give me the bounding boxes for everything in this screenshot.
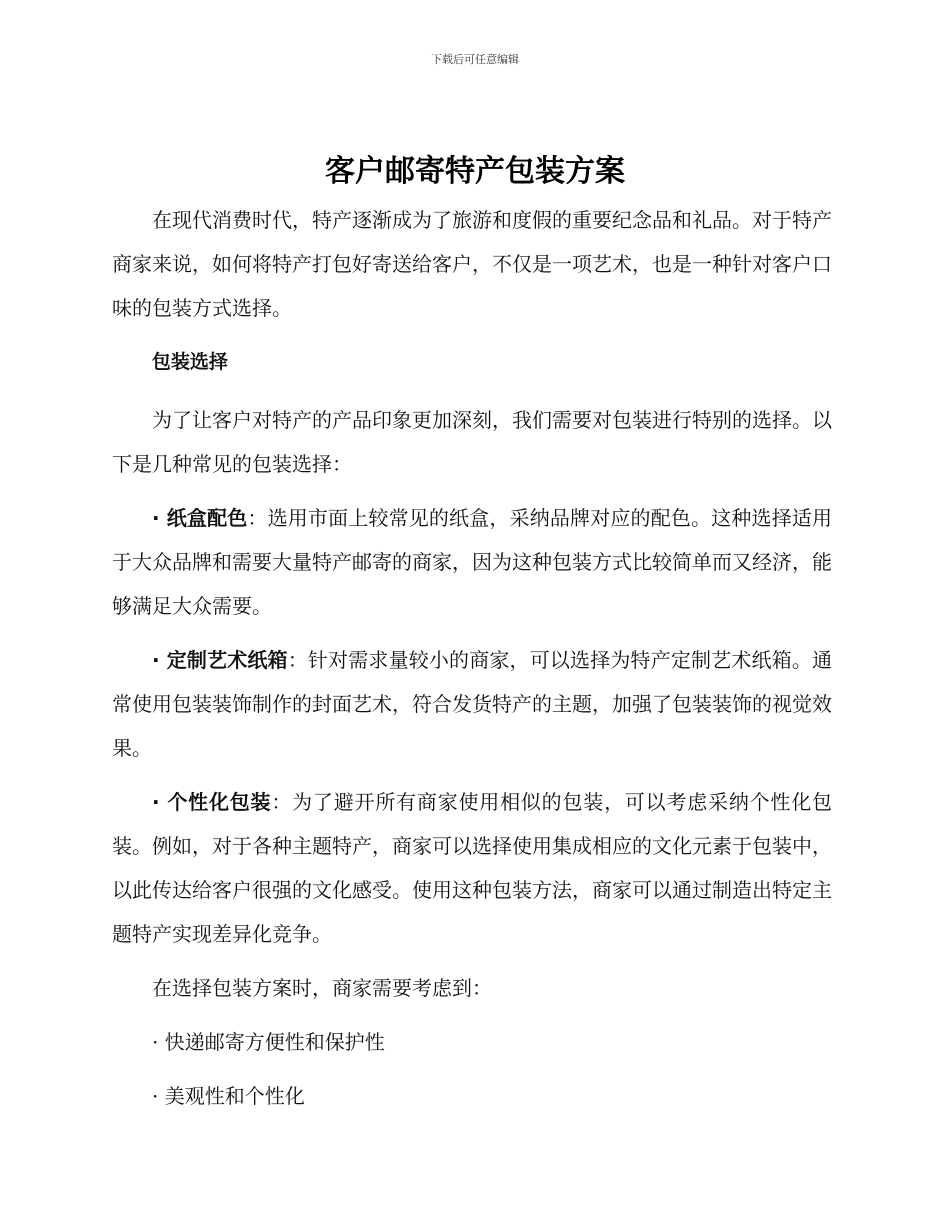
option-separator: ： [287,648,308,672]
option-bullet: · [152,648,167,672]
option-separator: ： [247,506,268,530]
option-text: 选用市面上较常见的纸盒，采纳品牌对应的配色。这种选择适用于大众品牌和需要大量特产邮寄的商家，因为这种包装方式比较简单而又经济，能够满足大众需要。 [112,506,833,618]
consideration-item: · 快递邮寄方便性和保护性 [152,1030,385,1054]
section-heading: 包装选择 [151,351,228,373]
option-text: 针对需求量较小的商家，可以选择为特产定制艺术纸箱。通常使用包装装饰制作的封面艺术，符合发货特产的主题，加强了包装装饰的视觉效果。 [112,648,833,760]
option-paragraph [112,780,832,956]
option-term: 定制艺术纸箱 [166,648,288,672]
intro-paragraph: 在现代消费时代，特产逐渐成为了旅游和度假的重要纪念品和礼品。对于特产商家来说，如何将特产打包好寄送给客户，不仅是一项艺术，也是一种针对客户口味的包装方式选择。 [112,208,832,320]
section-intro-paragraph: 为了让客户对特产的产品印象更加深刻，我们需要对包装进行特别的选择。以下是几种常见的包装选择： [112,408,832,476]
option-term: 个性化包装 [167,790,272,814]
document-title: 客户邮寄特产包装方案 [325,154,625,189]
page-header-note: 下载后可任意编辑 [431,53,519,66]
option-paragraph [112,638,832,770]
considerations-intro: 在选择包装方案时，商家需要考虑到： [152,976,492,1000]
option-bullet: · [152,790,168,814]
document-body [112,198,832,1128]
option-paragraph [112,496,832,628]
option-separator: ： [271,790,293,814]
option-text: 为了避开所有商家使用相似的包装，可以考虑采纳个性化包装。例如，对于各种主题特产，商家可以选择使用集成相应的文化元素于包装中，以此传达给客户很强的文化感受。使用这种包装方法，商家可以通过制造出特定主题特产实现差异化竞争。 [112,790,833,946]
option-term: 纸盒配色 [166,506,248,530]
option-bullet: · [152,506,167,530]
consideration-item: · 美观性和个性化 [152,1084,305,1108]
